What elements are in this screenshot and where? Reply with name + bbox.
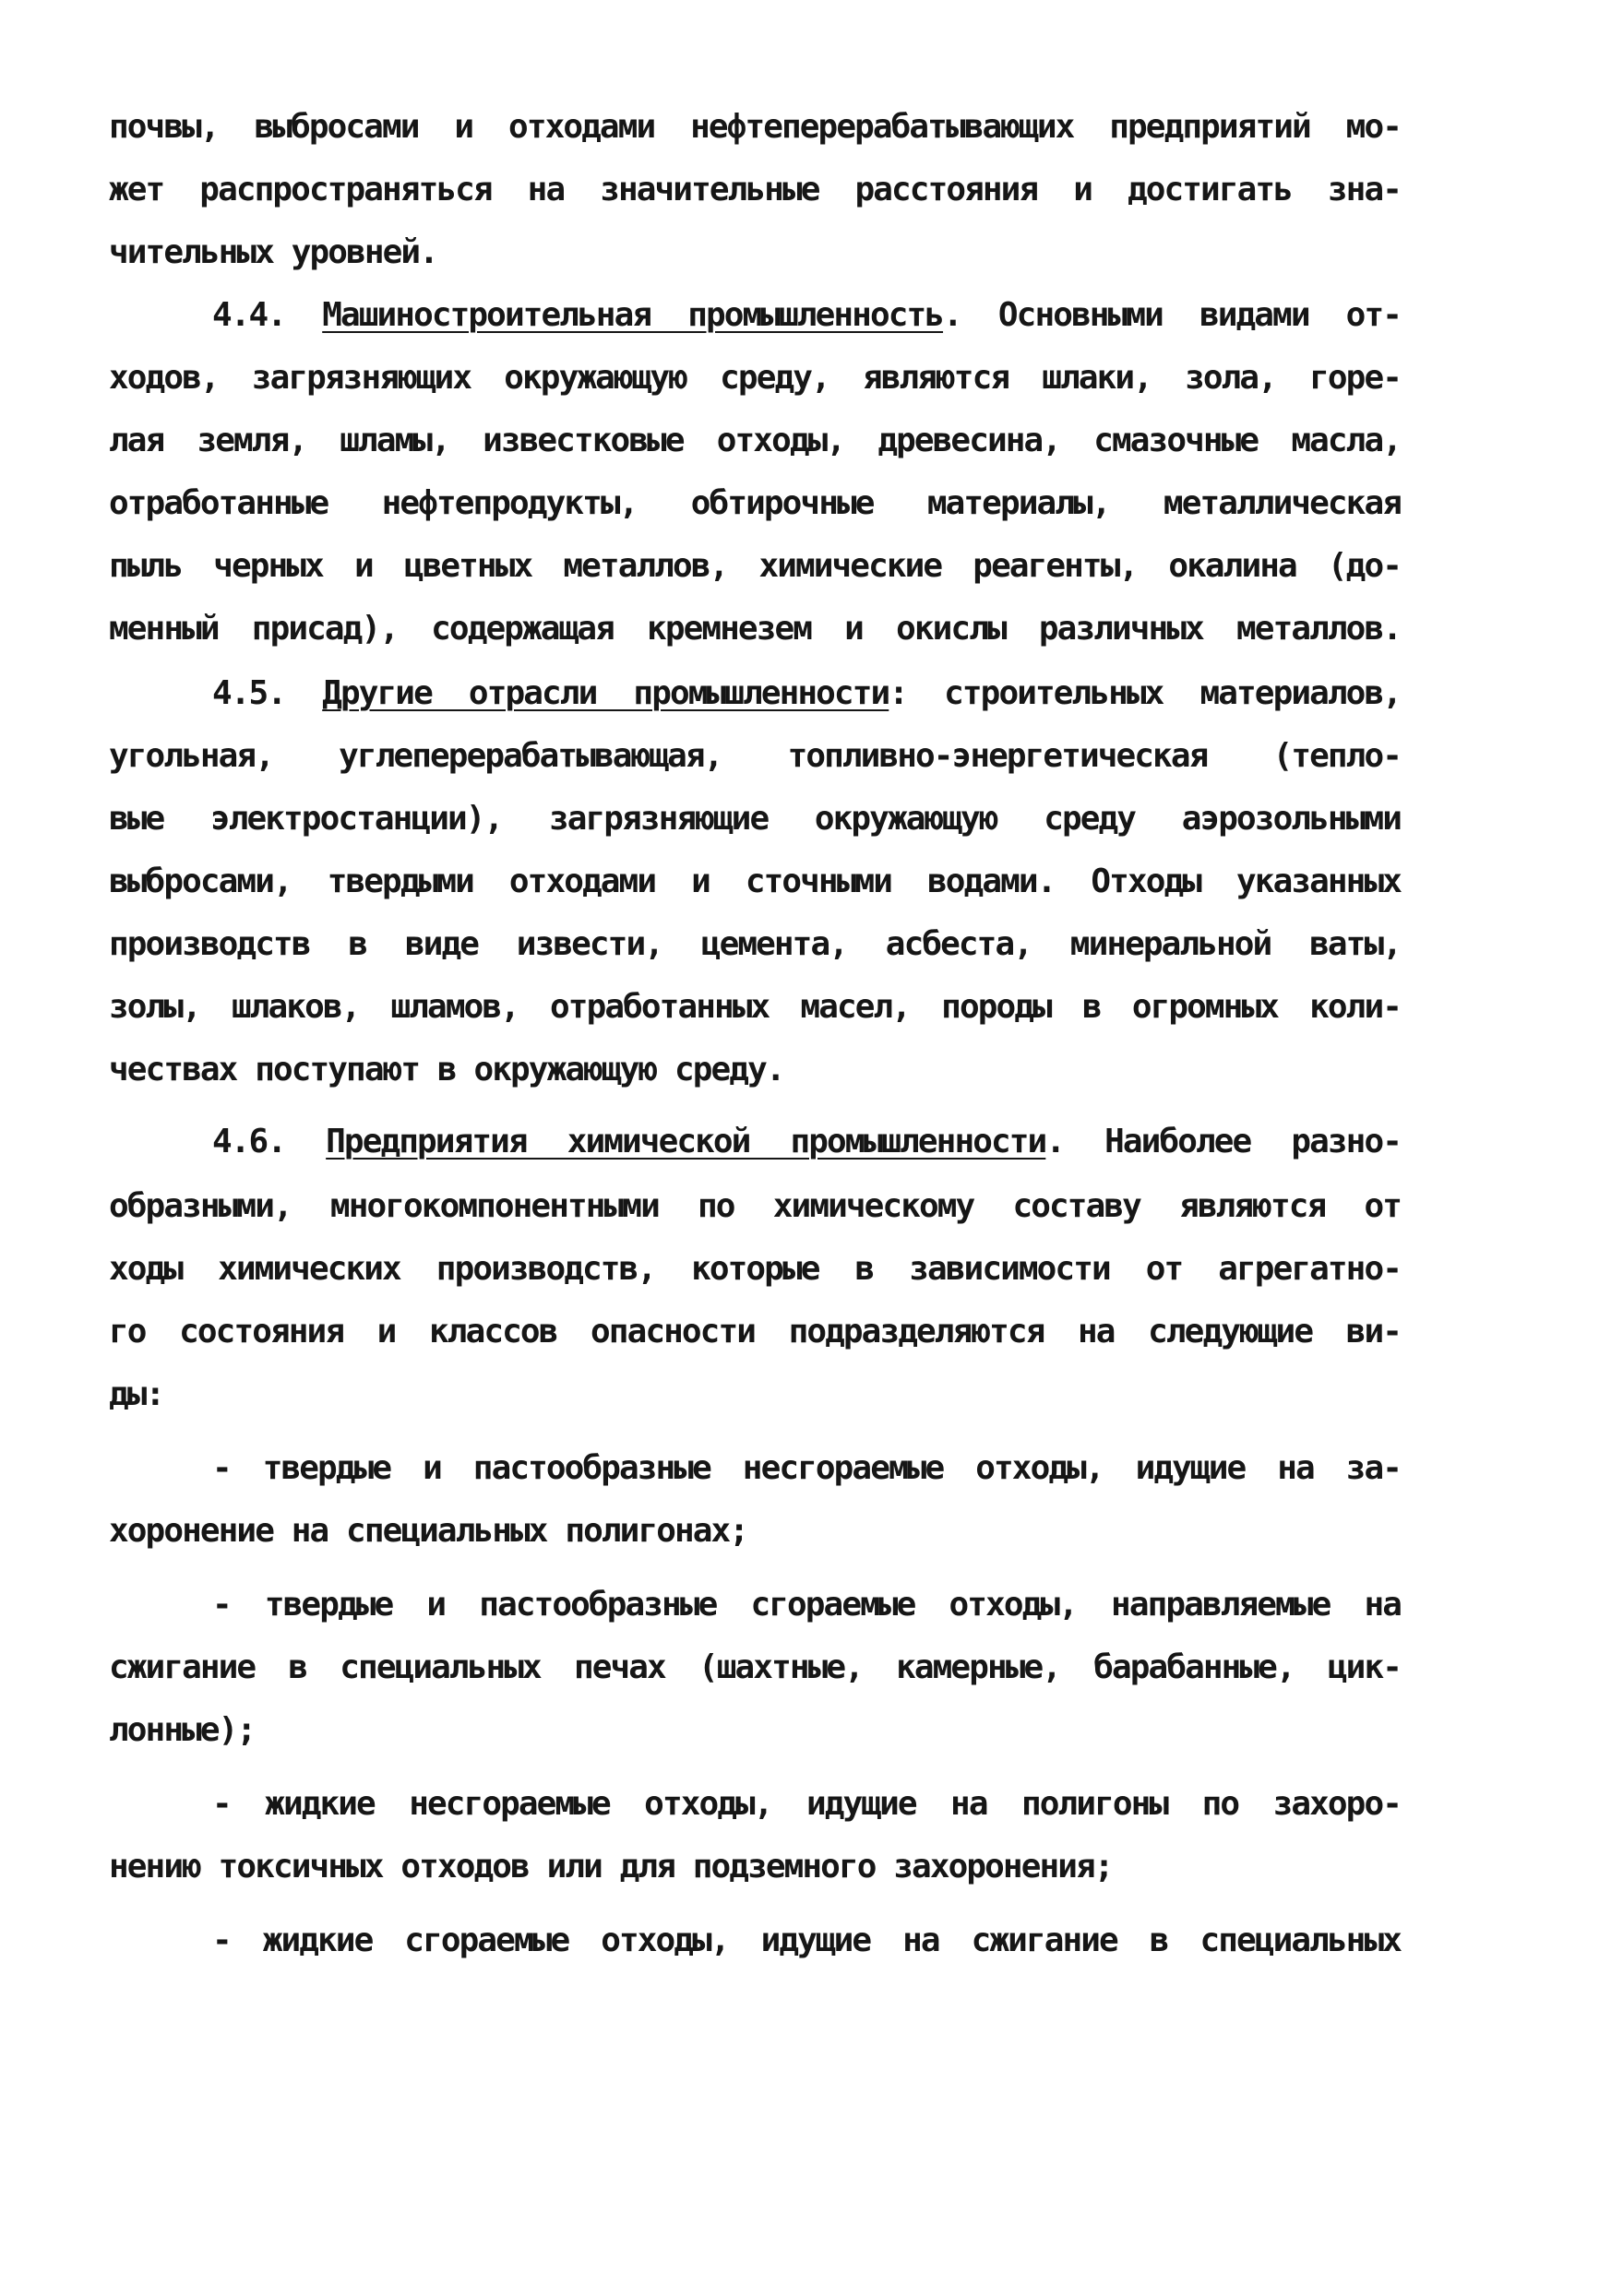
text-line-14: производств в виде извести, цемента, асбеста, минеральной ваты,	[109, 925, 1401, 963]
text-line-3: чительных уровней.	[109, 233, 437, 271]
text-line-7: отработанные нефтепродукты, обтирочные материалы, металлическая	[109, 484, 1401, 522]
text-line-11: угольная, углеперерабатывающая, топливно-энергетическая (тепло-	[109, 737, 1401, 775]
section-heading: Предприятия химической промышленности	[326, 1123, 1046, 1160]
section-number: 4.5.	[212, 674, 286, 712]
text-line-16: чествах поступают в окружающую среду.	[109, 1051, 784, 1089]
text-line-1: почвы, выбросами и отходами нефтеперерабатывающих предприятий мо-	[109, 108, 1401, 146]
text-line-8: пыль черных и цветных металлов, химические реагенты, окалина (до-	[109, 547, 1401, 585]
section-heading-rest: : строительных материалов,	[889, 674, 1401, 712]
text-line-21: ды:	[109, 1375, 164, 1413]
text-line-12: вые электростанции), загрязняющие окружающую среду аэрозольными	[109, 800, 1401, 838]
section-heading-rest: . Наиболее разно-	[1045, 1123, 1402, 1160]
section-heading-rest: . Основными видами от-	[943, 296, 1401, 334]
list-item-1-line-1: - твердые и пастообразные несгораемые отходы, идущие на за-	[212, 1449, 1401, 1487]
list-item-2-line-1: - твердые и пастообразные сгораемые отходы, направляемые на	[212, 1586, 1401, 1624]
list-item-2-line-3: лонные);	[109, 1711, 256, 1749]
text-line-13: выбросами, твердыми отходами и сточными водами. Отходы указанных	[109, 862, 1401, 900]
text-line-2: жет распространяться на значительные расстояния и достигать зна-	[109, 171, 1401, 208]
list-item-2-line-2: сжигание в специальных печах (шахтные, камерные, барабанные, цик-	[109, 1648, 1401, 1686]
section-heading: Машиностроительная промышленность	[322, 296, 944, 334]
section-number: 4.6.	[212, 1123, 286, 1160]
text-line-15: золы, шлаков, шламов, отработанных масел, породы в огромных коли-	[109, 988, 1401, 1026]
text-line-19: ходы химических производств, которые в зависимости от агрегатно-	[109, 1250, 1401, 1288]
text-line-20: го состояния и классов опасности подразделяются на следующие ви-	[109, 1313, 1401, 1350]
text-line-5: ходов, загрязняющих окружающую среду, являются шлаки, зола, горе-	[109, 359, 1401, 397]
text-line-9: менный присад), содержащая кремнезем и окислы различных металлов.	[109, 610, 1401, 648]
text-line-6: лая земля, шламы, известковые отходы, древесина, смазочные масла,	[109, 422, 1401, 459]
section-4-6-line	[212, 1114, 1401, 1170]
section-heading: Другие отрасли промышленности	[322, 674, 889, 712]
list-item-4-line-1: - жидкие сгораемые отходы, идущие на сжигание в специальных	[212, 1921, 1401, 1959]
section-4-4-line	[212, 288, 1401, 343]
section-number: 4.4.	[212, 296, 286, 334]
section-4-5-line	[212, 666, 1401, 721]
list-item-1-line-2: хоронение на специальных полигонах;	[109, 1512, 748, 1550]
text-line-18: образными, многокомпонентными по химическому составу являются от	[109, 1187, 1401, 1225]
list-item-3-line-1: - жидкие несгораемые отходы, идущие на полигоны по захоро-	[212, 1785, 1401, 1823]
list-item-3-line-2: нению токсичных отходов или для подземного захоронения;	[109, 1848, 1113, 1886]
